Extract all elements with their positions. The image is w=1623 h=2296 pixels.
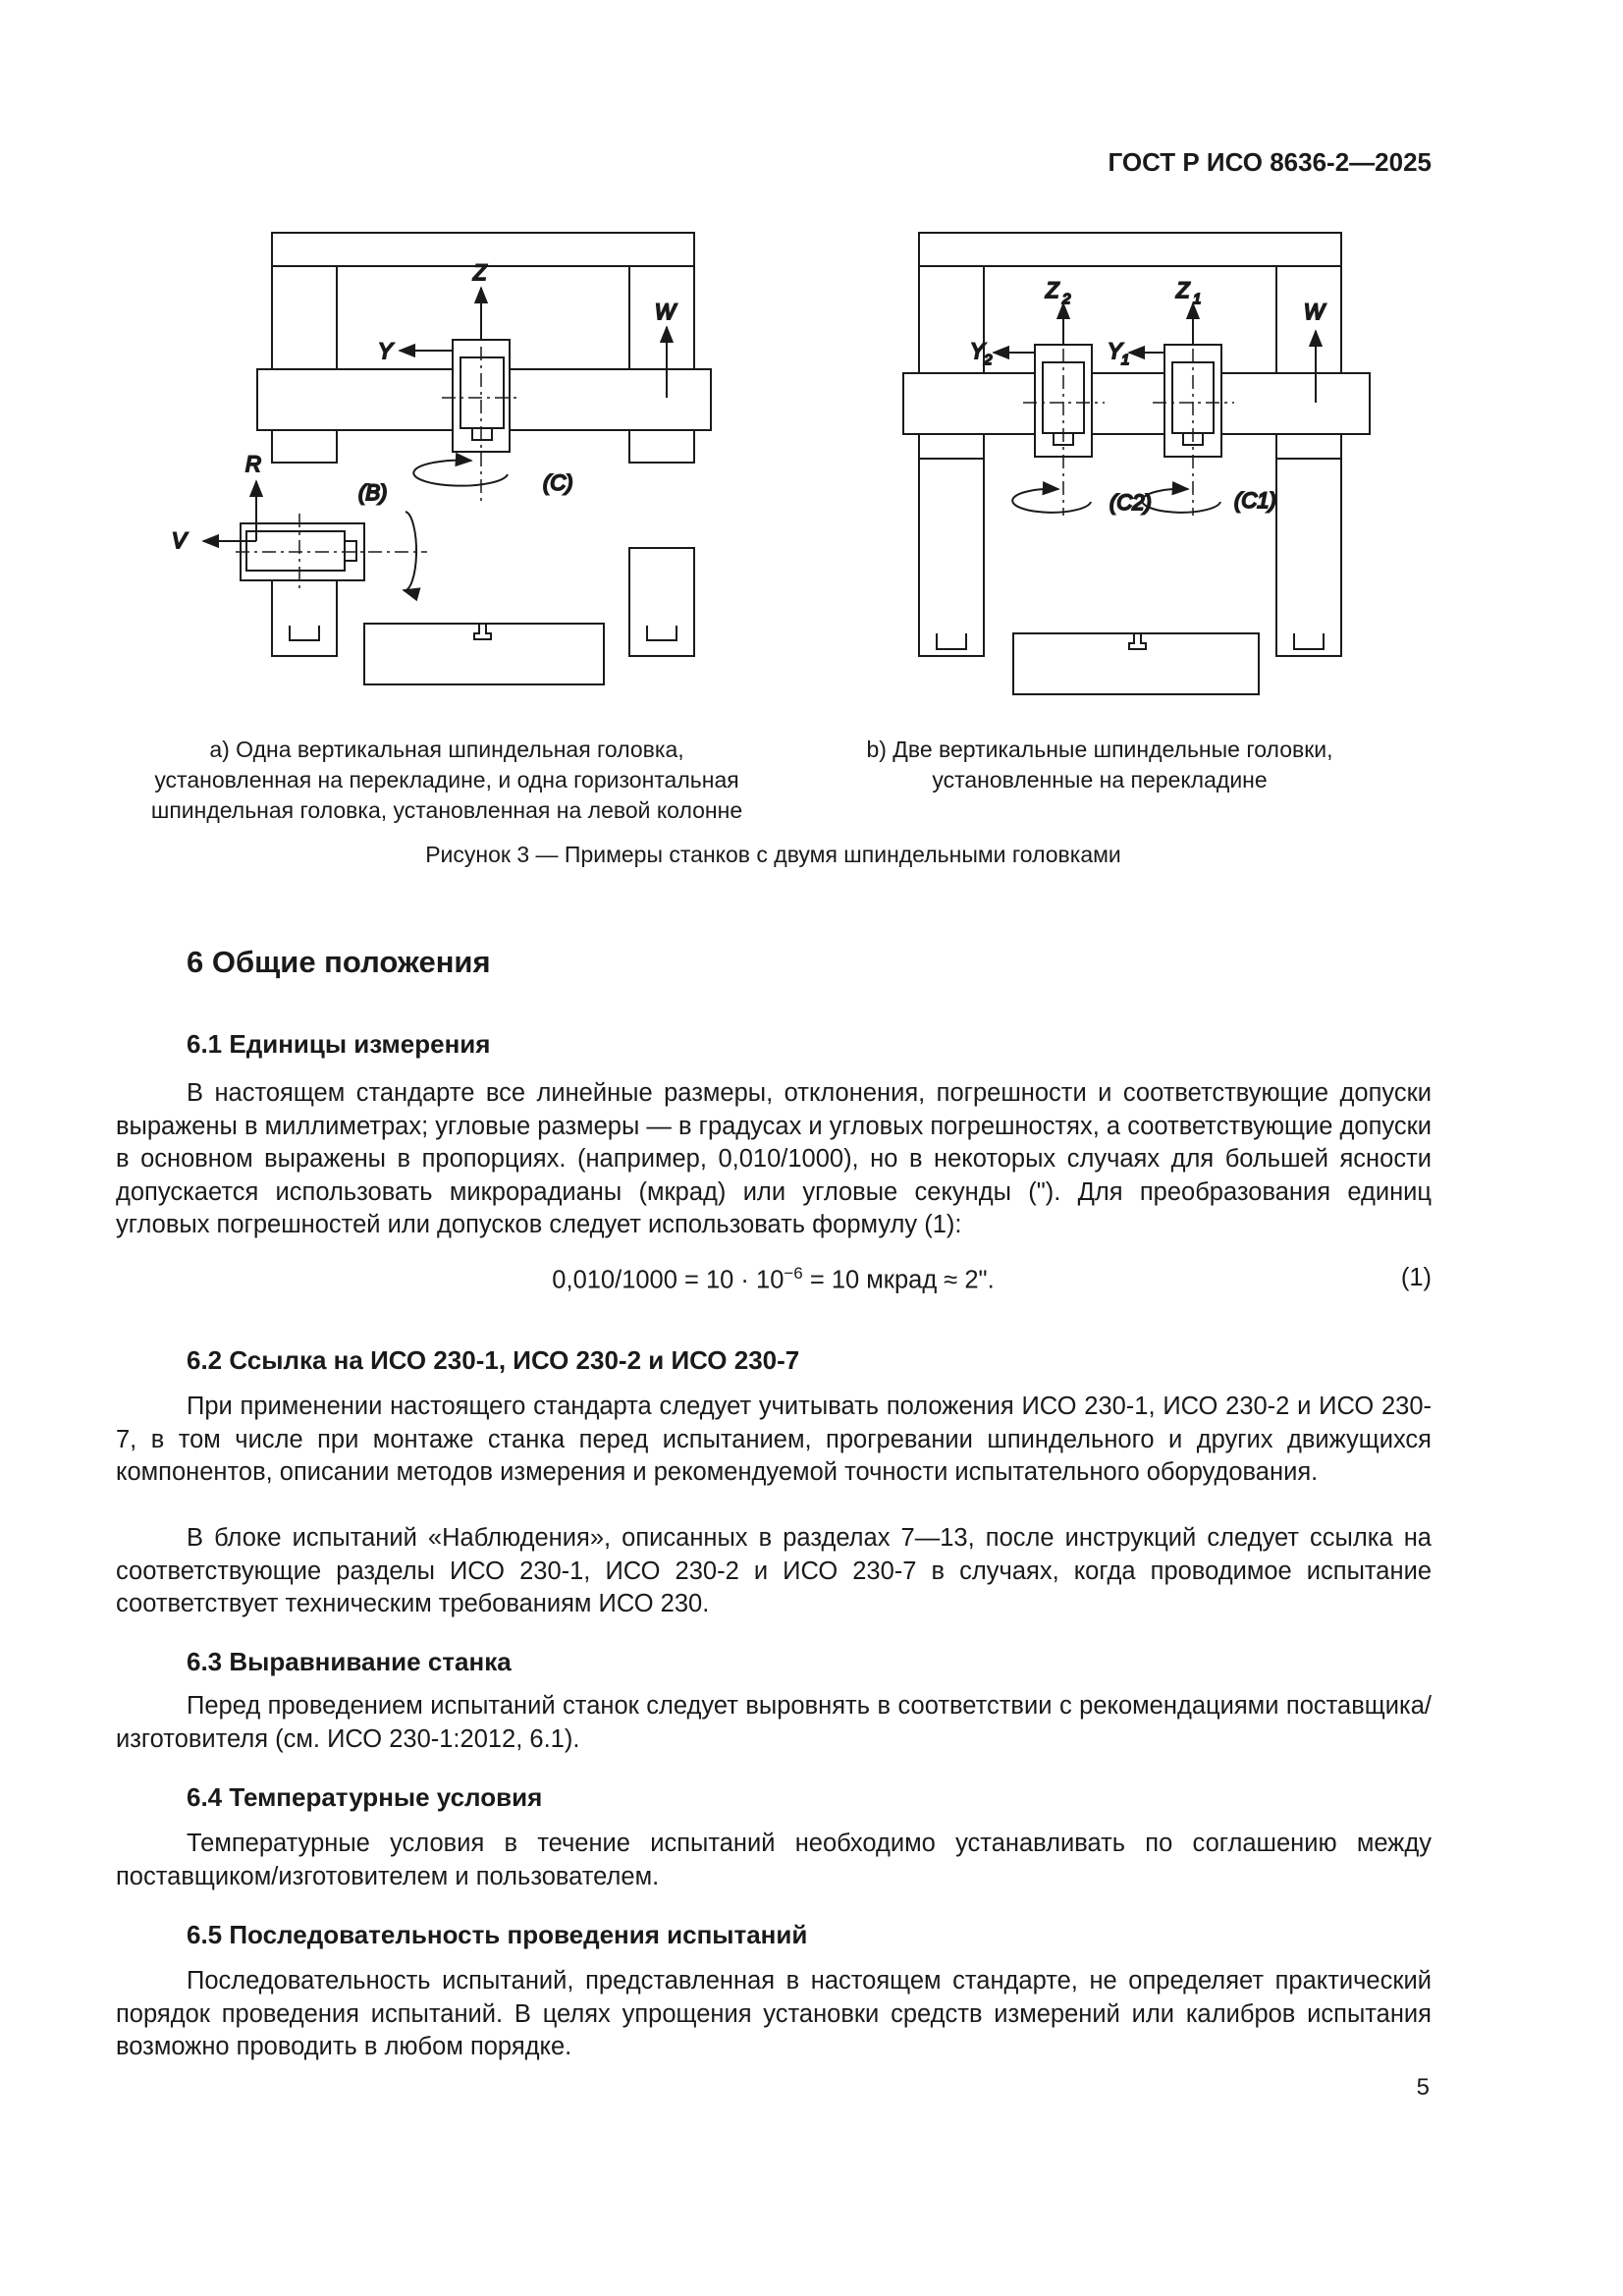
label-z: Z bbox=[473, 260, 487, 285]
caption-line: а) Одна вертикальная шпиндельная головка, bbox=[209, 737, 684, 762]
caption-line: b) Две вертикальные шпиндельные головки, bbox=[866, 737, 1333, 762]
label-z1-sub: 1 bbox=[1193, 291, 1202, 307]
formula-part: = 10 мкрад ≈ 2". bbox=[802, 1266, 995, 1294]
caption-line: установленная на перекладине, и одна горизонтальная bbox=[154, 767, 739, 793]
label-z2: Z bbox=[1046, 278, 1059, 302]
subsection-heading-6-1: 6.1 Единицы измерения bbox=[187, 1029, 491, 1059]
paragraph-6-2-a: При применении настоящего стандарта следует учитывать положения ИСО 230-1, ИСО 230-2 и ИСО 230-7, в том числе при монтаже станка перед испытанием, прогревании шпиндельного и других движущихся компонентов, описании методов измерения и рекомендуемой точности испытательного оборудования. bbox=[116, 1393, 1432, 1486]
label-b: (B) bbox=[358, 480, 388, 505]
figure-b-caption bbox=[835, 735, 1365, 795]
figure-a-caption bbox=[108, 735, 785, 826]
subsection-heading-6-3: 6.3 Выравнивание станка bbox=[187, 1647, 512, 1676]
subsection-heading-6-5: 6.5 Последовательность проведения испытаний bbox=[187, 1920, 808, 1949]
figure-a-diagram bbox=[172, 221, 731, 692]
paragraph-6-3: Перед проведением испытаний станок следует выровнять в соответствии с рекомендациями поставщика/изготовителя (см. ИСО 230-1:2012, 6.1). bbox=[116, 1692, 1432, 1753]
formula-exponent: −6 bbox=[784, 1264, 803, 1283]
label-y1-sub: 1 bbox=[1121, 352, 1130, 368]
formula-part: 0,010/1000 = 10 · 10 bbox=[552, 1266, 784, 1294]
label-y2-sub: 2 bbox=[984, 352, 993, 368]
caption-line: установленные на перекладине bbox=[932, 767, 1268, 793]
formula-number: (1) bbox=[1400, 1264, 1432, 1291]
page-number: 5 bbox=[1416, 2074, 1430, 2101]
label-z2-sub: 2 bbox=[1062, 291, 1071, 307]
figure-title: Рисунок 3 — Примеры станков с двумя шпиндельными головками bbox=[425, 842, 1121, 867]
label-w: W bbox=[1304, 300, 1325, 324]
paragraph-6-1: В настоящем стандарте все линейные размеры, отклонения, погрешности и соответствующие допуски выражены в миллиметрах; угловые размеры — в градусах и угловых погрешностях, а соответствующие допуски в основном выражены в пропорциях. (например, 0,010/1000), но в некоторых случаях для большей ясности допускается использовать микрорадианы (мкрад) или угловые секунды ("). Для преобразования единиц угловых погрешностей или допусков следует использовать формулу (1): bbox=[116, 1079, 1432, 1238]
label-c: (C) bbox=[543, 470, 573, 495]
formula bbox=[0, 1264, 1546, 1295]
label-r: R bbox=[245, 452, 261, 476]
subsection-heading-6-4: 6.4 Температурные условия bbox=[187, 1782, 543, 1812]
label-c2: (C2) bbox=[1109, 490, 1152, 515]
paragraph-6-5: Последовательность испытаний, представленная в настоящем стандарте, не определяет практический порядок проведения испытаний. В целях упрощения установки средств измерений или калибров испытания возможно проводить в любом порядке. bbox=[116, 1967, 1432, 2060]
paragraph-6-4: Температурные условия в течение испытаний необходимо устанавливать по соглашению между поставщиком/изготовителем и пользователем. bbox=[116, 1830, 1432, 1890]
paragraph-6-2-b: В блоке испытаний «Наблюдения», описанных в разделах 7—13, после инструкций следует ссылка на соответствующие разделы ИСО 230-1, ИСО 230-2 и ИСО 230-7 в случаях, когда проводимое испытание соответствует техническим требованиям ИСО 230. bbox=[116, 1524, 1432, 1617]
caption-line: шпиндельная головка, установленная на левой колонне bbox=[150, 797, 743, 823]
label-c1: (C1) bbox=[1234, 488, 1276, 513]
figure-b-diagram bbox=[893, 221, 1375, 692]
label-v: V bbox=[172, 528, 187, 553]
label-w: W bbox=[655, 300, 676, 324]
document-code: ГОСТ Р ИСО 8636-2—2025 bbox=[1108, 147, 1432, 177]
label-y: Y bbox=[378, 339, 393, 363]
label-z1: Z bbox=[1176, 278, 1190, 302]
label-y2: Y bbox=[970, 339, 985, 363]
label-y1: Y bbox=[1108, 339, 1122, 363]
section-heading: 6 Общие положения bbox=[187, 945, 491, 979]
subsection-heading-6-2: 6.2 Ссылка на ИСО 230-1, ИСО 230-2 и ИСО 230-7 bbox=[187, 1345, 800, 1375]
